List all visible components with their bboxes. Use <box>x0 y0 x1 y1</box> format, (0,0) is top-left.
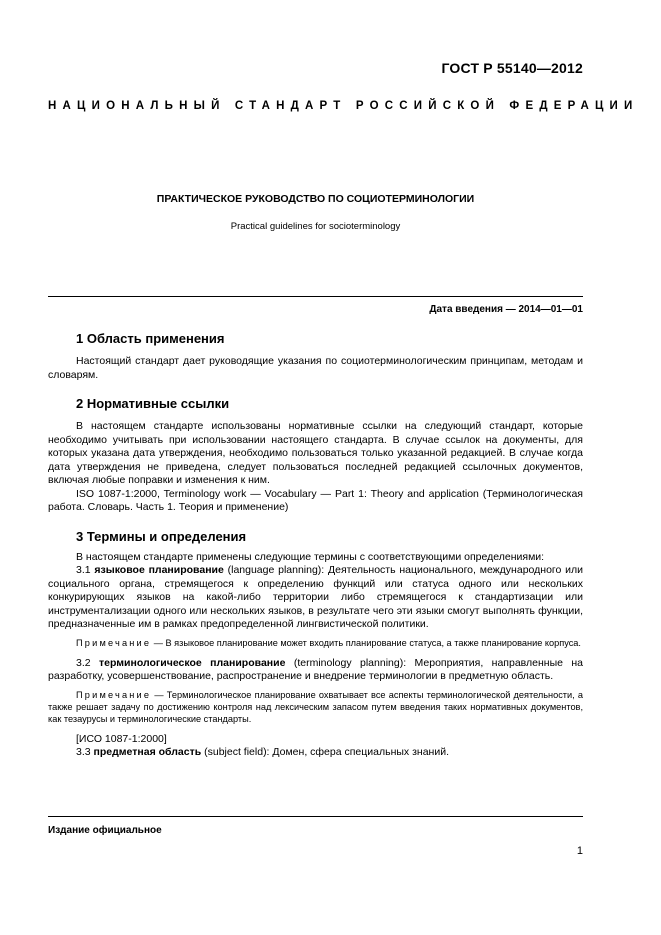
term-name: терминологическое планирование <box>99 656 286 669</box>
note-text: — В языковое планирование может входить планирование статуса, а также планирование корпуса. <box>151 637 581 648</box>
term-definition: (language planning): Деятельность национального, международного или социального органа, стремящегося к определению функций или статуса одного или нескольких конкурирующих языков на какой-либо территории либо стремящегося к стандартизации или инструментализации одного или нескольких языков, в результате чего эти языки смогут выполнять функции, предназначенные им в рамках предопределенной лингвистической политики. <box>48 564 583 630</box>
term-entry-language-planning <box>48 564 583 632</box>
note-label: Примечание <box>76 689 152 700</box>
term-definition: (terminology planning): Мероприятия, направленные на разработку, усовершенствование, распространение и внедрение терминологии в предметную область. <box>48 656 583 682</box>
document-body <box>48 330 583 760</box>
term-number: 3.1 <box>76 564 95 576</box>
official-edition-label: Издание официальное <box>48 825 162 836</box>
national-standard-heading: НАЦИОНАЛЬНЫЙ СТАНДАРТ РОССИЙСКОЙ ФЕДЕРАЦИИ <box>48 100 639 112</box>
paragraph-normative-references: В настоящем стандарте использованы нормативные ссылки на следующий стандарт, которые необходимо учитывать при использовании настоящего стандарта. В случае ссылок на документы, для которых указана дата утверждения, необходимо пользоваться только указанной редакцией. В случае когда дата утверждения не приведена, следует пользоваться последней редакцией ссылочных документов, включая любые поправки и изменения к ним. <box>48 420 583 486</box>
divider-top <box>48 296 583 297</box>
paragraph-scope: Настоящий стандарт дает руководящие указания по социотерминологическим принципам, методам и словарям. <box>48 355 583 381</box>
term-name: предметная область <box>93 746 202 758</box>
term-name: языковое планирование <box>94 564 224 576</box>
section-heading-scope: 1 Область применения <box>76 331 225 346</box>
gost-number: ГОСТ Р 55140—2012 <box>441 60 583 76</box>
iso-source-reference: [ИСО 1087-1:2000] <box>76 732 167 745</box>
document-title-english: Practical guidelines for socioterminology <box>230 221 401 232</box>
section-heading-terms-definitions: 3 Термины и определения <box>76 528 247 544</box>
note-language-planning <box>48 637 583 649</box>
note-text: — Терминологическое планирование охватывает все аспекты терминологической деятельности, а также решает задачу по достижению контроля над лексическим запасом путем введения таких нормативных документов, как тезаурусы и терминологические стандарты. <box>48 689 583 724</box>
term-definition: (subject field): Домен, сфера специальных знаний. <box>201 746 449 758</box>
section-heading-normative-references: 2 Нормативные ссылки <box>76 396 230 411</box>
term-number: 3.3 <box>76 746 94 758</box>
term-number: 3.2 <box>76 656 99 669</box>
paragraph-terms-intro: В настоящем стандарте применены следующие термины с соответствующими определениями: <box>76 550 545 563</box>
page-number: 1 <box>576 845 583 857</box>
paragraph-iso-reference: ISO 1087-1:2000, Terminology work — Vocabulary — Part 1: Theory and application (Терминологическая работа. Словарь. Часть 1. Теория и применение) <box>48 487 583 513</box>
divider-bottom <box>48 816 583 817</box>
note-label: Примечание <box>76 637 152 648</box>
term-entry-subject-field <box>48 746 583 760</box>
document-title: ПРАКТИЧЕСКОЕ РУКОВОДСТВО ПО СОЦИОТЕРМИНОЛОГИИ <box>156 193 475 205</box>
term-entry-terminology-planning <box>48 657 583 684</box>
intro-date: Дата введения — 2014—01—01 <box>429 304 583 315</box>
note-terminology-planning <box>48 689 583 725</box>
